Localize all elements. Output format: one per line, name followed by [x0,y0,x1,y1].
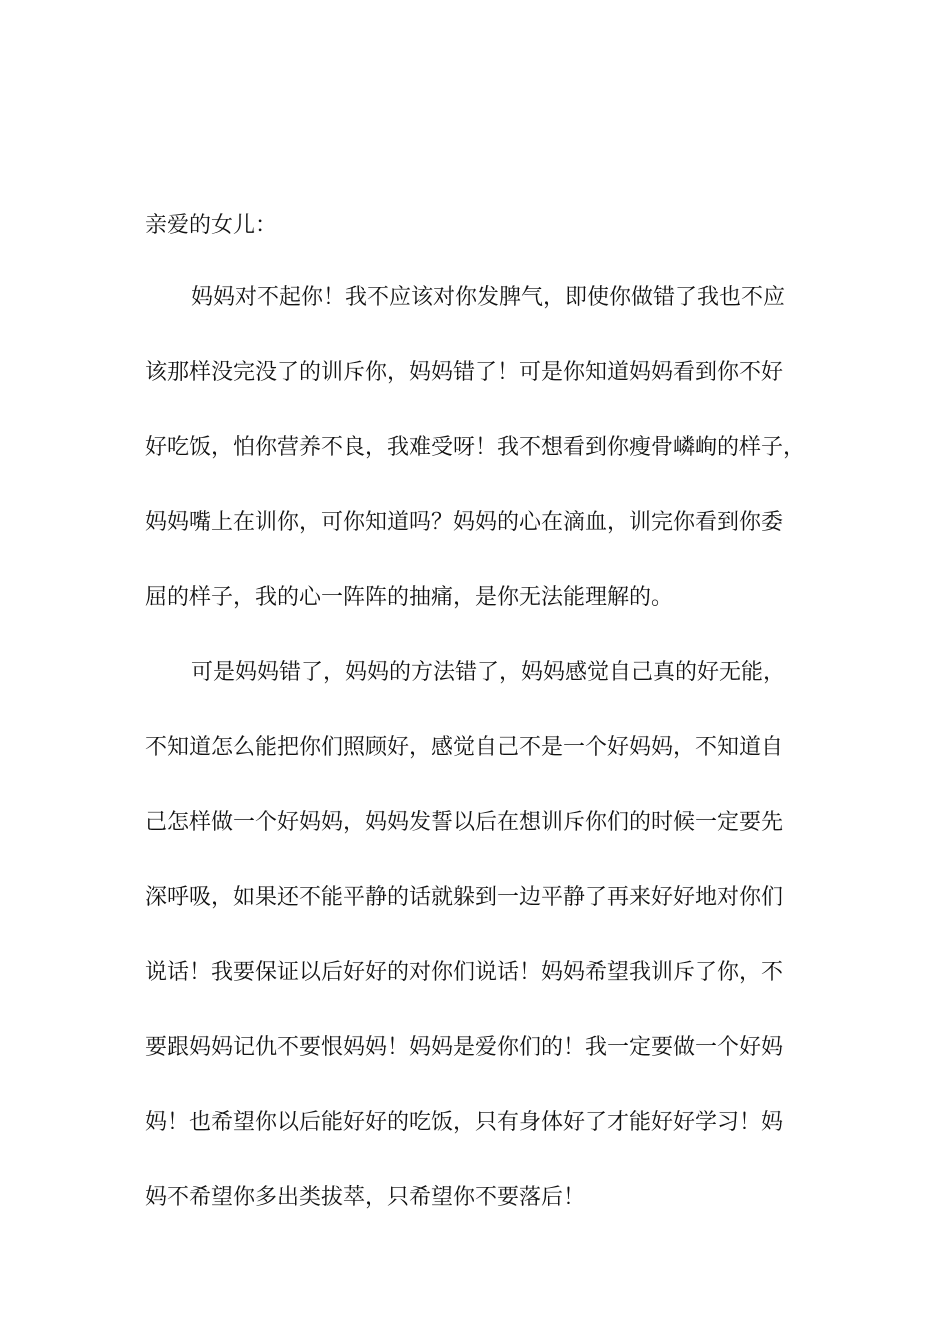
letter-body [145,211,825,1258]
paragraph-1-line: 该那样没完没了的训斥你，妈妈错了！可是你知道妈妈看到你不好 [145,360,784,385]
paragraph-2-line: 妈！也希望你以后能好好的吃饭，只有身体好了才能好好学习！妈 [145,1110,784,1135]
paragraph-2-line: 深呼吸，如果还不能平静的话就躲到一边平静了再来好好地对你们 [145,885,784,910]
paragraph-2-line: 妈不希望你多出类拔萃，只希望你不要落后！ [145,1185,586,1210]
paragraph-2 [145,658,825,1258]
paragraph-1-line: 妈妈嘴上在训你，可你知道吗？妈妈的心在滴血，训完你看到你委 [145,510,784,535]
paragraph-1-line: 屈的样子，我的心一阵阵的抽痛，是你无法能理解的。 [145,585,674,610]
paragraph-1-line: 好吃饭，怕你营养不良，我难受呀！我不想看到你瘦骨嶙峋的样子， [145,435,806,460]
paragraph-2-line: 不知道怎么能把你们照顾好，感觉自己不是一个好妈妈，不知道自 [145,735,784,760]
salutation: 亲爱的女儿： [145,213,278,238]
paragraph-2-line: 可是妈妈错了，妈妈的方法错了，妈妈感觉自己真的好无能， [191,660,786,685]
paragraph-1 [145,283,825,658]
paragraph-1-line: 妈妈对不起你！我不应该对你发脾气，即使你做错了我也不应 [191,285,786,310]
paragraph-2-line: 说话！我要保证以后好好的对你们说话！妈妈希望我训斥了你，不 [145,960,784,985]
paragraph-2-line: 要跟妈妈记仇不要恨妈妈！妈妈是爱你们的！我一定要做一个好妈 [145,1035,784,1060]
paragraph-2-line: 己怎样做一个好妈妈，妈妈发誓以后在想训斥你们的时候一定要先 [145,810,784,835]
